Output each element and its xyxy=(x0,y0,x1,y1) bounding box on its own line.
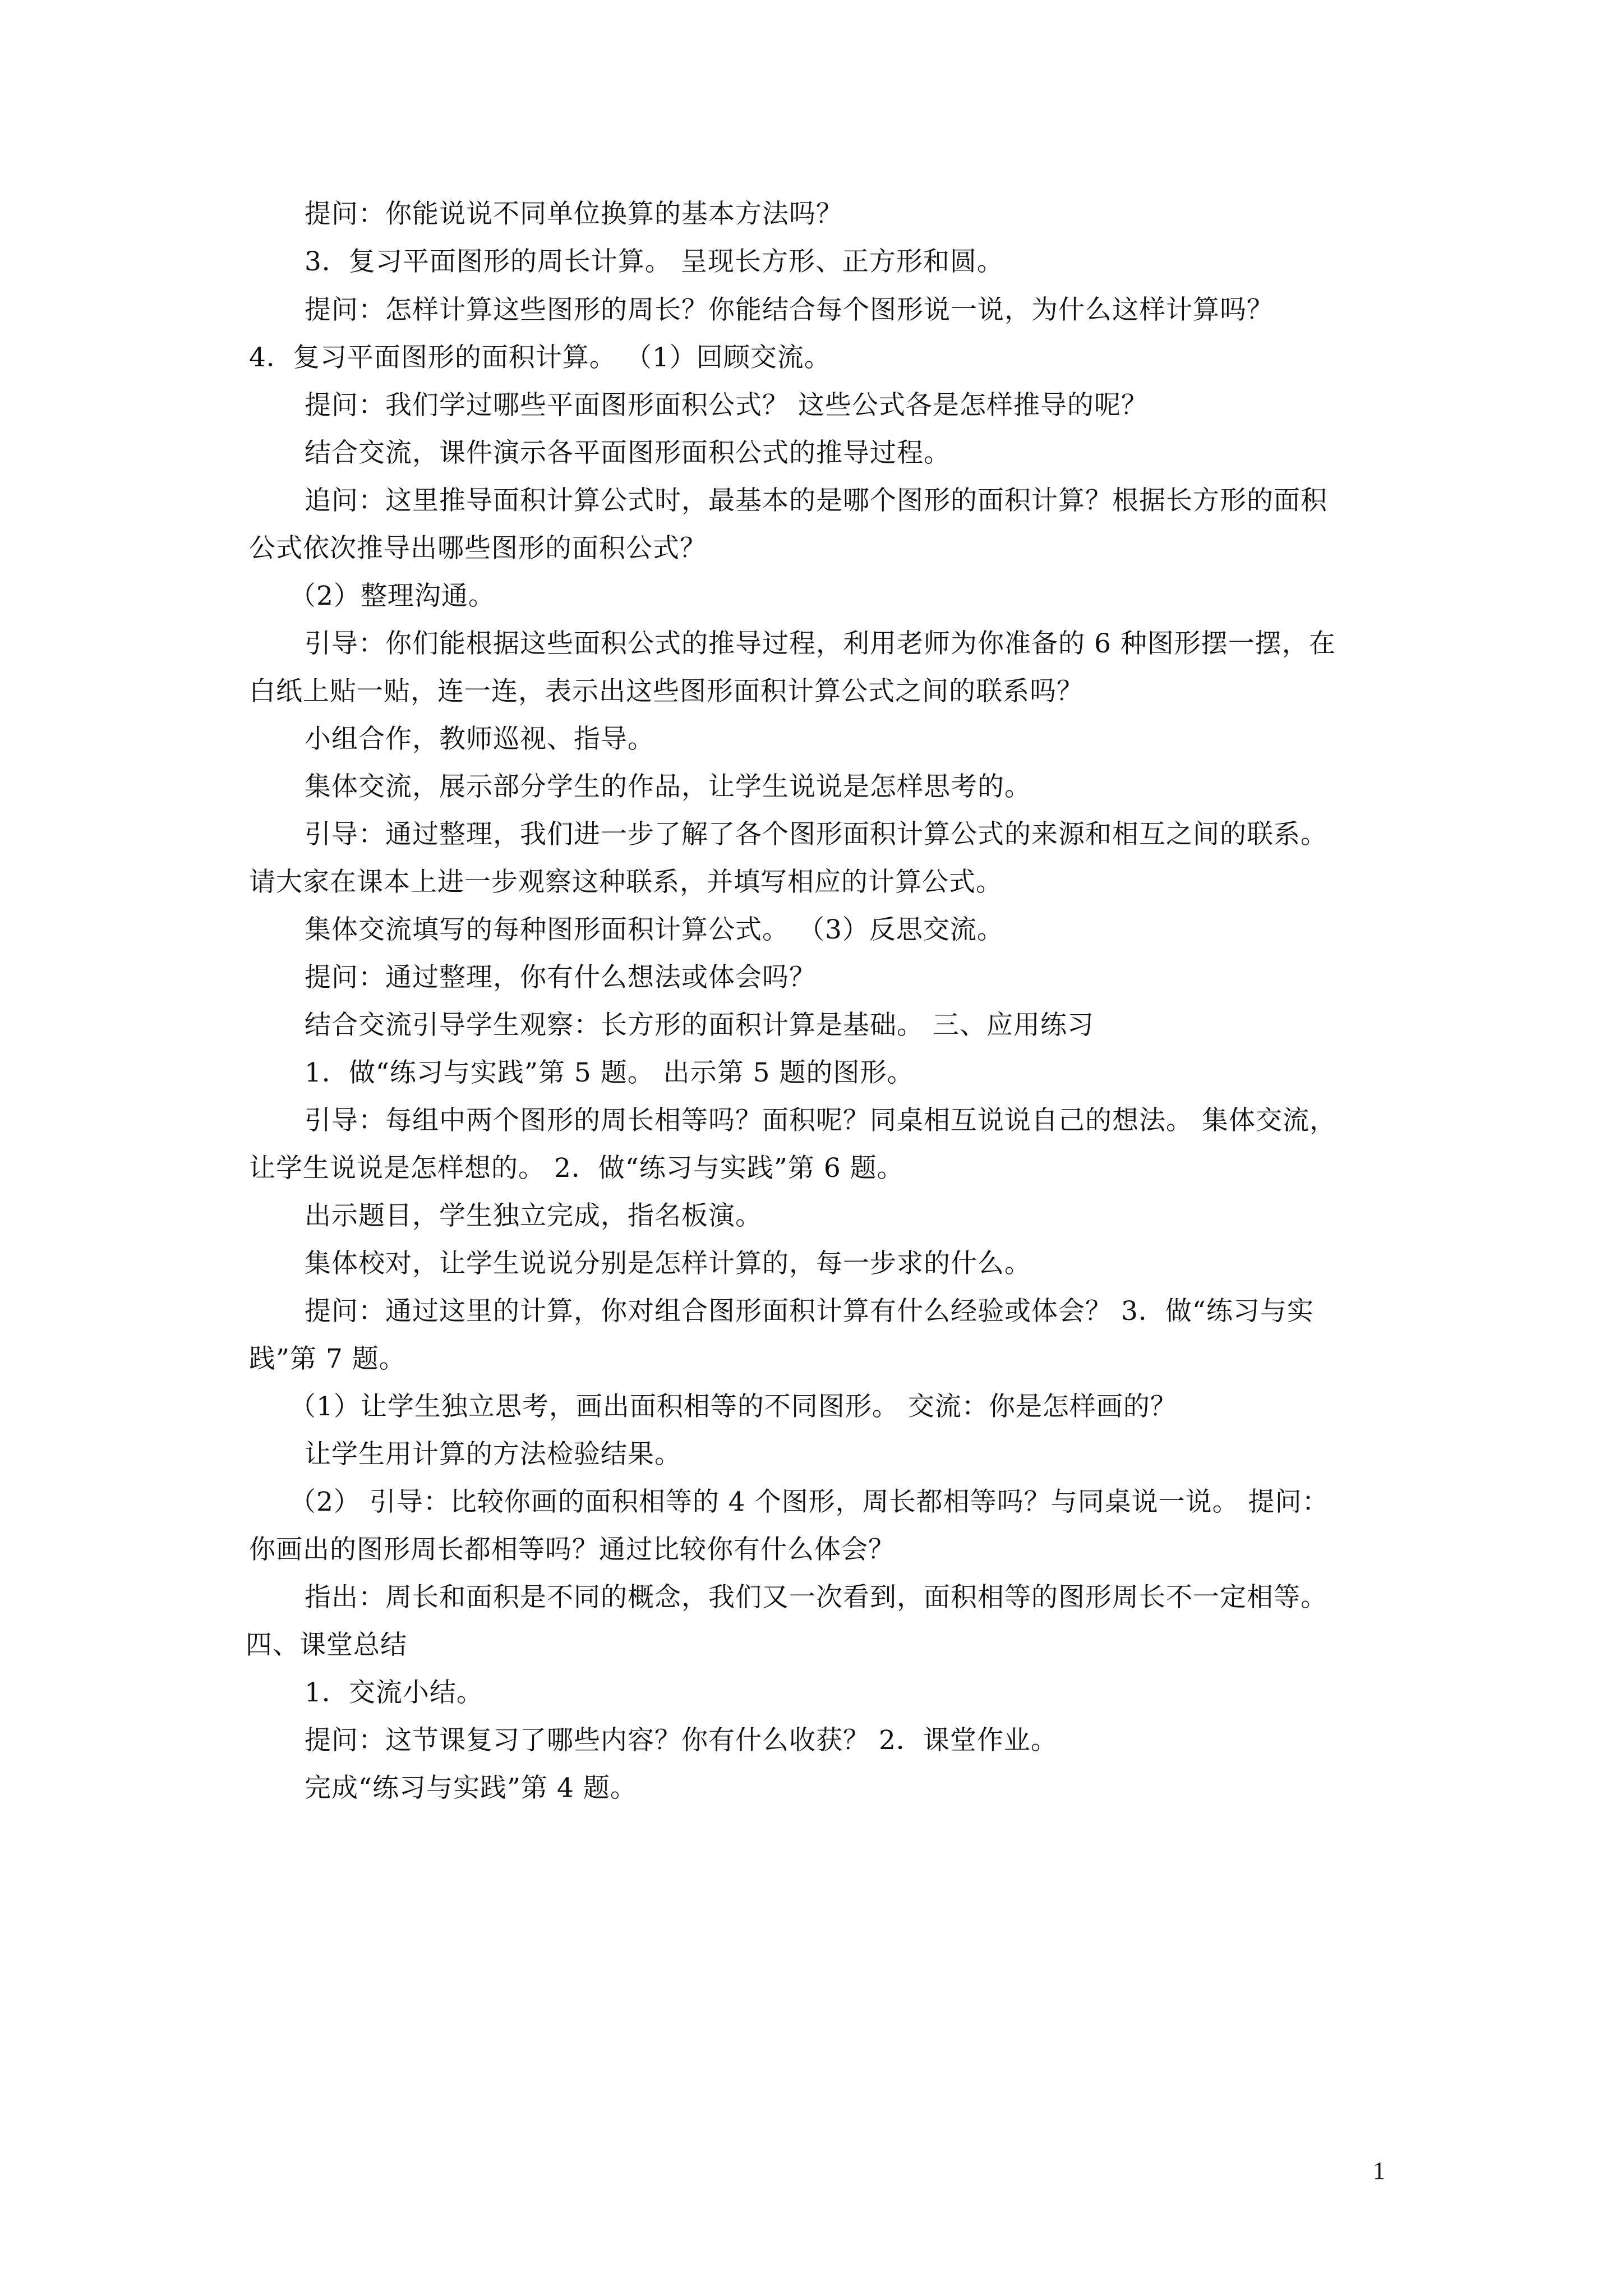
text-line-26: （1）让学生独立思考，画出面积相等的不同图形。 交流：你是怎样画的？ xyxy=(289,1391,1177,1422)
text-line-20: 引导：每组中两个图形的周长相等吗？面积呢？同桌相互说说自己的想法。 集体交流， xyxy=(305,1105,1336,1136)
section-heading: 四、课堂总结 xyxy=(246,1630,407,1660)
text-line-32: 1．交流小结。 xyxy=(305,1677,483,1708)
page-number: 1 xyxy=(1373,2157,1385,2184)
text-line-8: 公式依次推导出哪些图形的面积公式？ xyxy=(249,533,707,564)
text-line-15: 请大家在课本上进一步观察这种联系，并填写相应的计算公式。 xyxy=(249,867,1003,898)
text-line-4: 4．复习平面图形的面积计算。 （1）回顾交流。 xyxy=(249,342,831,373)
text-line-29: 你画出的图形周长都相等吗？通过比较你有什么体会？ xyxy=(249,1534,895,1565)
text-line-23: 集体校对，让学生说说分别是怎样计算的，每一步求的什么。 xyxy=(305,1248,1031,1279)
text-line-24: 提问：通过这里的计算，你对组合图形面积计算有什么经验或体会？ 3．做“练习与实 xyxy=(305,1296,1314,1327)
text-line-2: 3．复习平面图形的周长计算。 呈现长方形、正方形和圆。 xyxy=(305,246,1004,277)
text-line-25: 践”第 7 题。 xyxy=(249,1343,406,1374)
text-line-5: 提问：我们学过哪些平面图形面积公式？ 这些公式各是怎样推导的呢？ xyxy=(305,390,1148,421)
text-line-27: 让学生用计算的方法检验结果。 xyxy=(305,1439,681,1470)
text-line-30: 指出：周长和面积是不同的概念，我们又一次看到，面积相等的图形周长不一定相等。 xyxy=(305,1582,1327,1613)
text-line-14: 引导：通过整理，我们进一步了解了各个图形面积计算公式的来源和相互之间的联系。 xyxy=(305,819,1327,850)
text-line-22: 出示题目，学生独立完成，指名板演。 xyxy=(305,1200,762,1231)
text-line-17: 提问：通过整理，你有什么想法或体会吗？ xyxy=(305,962,816,993)
text-line-28: （2） 引导：比较你画的面积相等的 4 个图形，周长都相等吗？与同桌说一说。 提问： xyxy=(289,1487,1329,1517)
text-line-1: 提问：你能说说不同单位换算的基本方法吗？ xyxy=(305,199,843,229)
text-line-34: 完成“练习与实践”第 4 题。 xyxy=(305,1773,637,1803)
text-line-7: 追问：这里推导面积计算公式时，最基本的是哪个图形的面积计算？根据长方形的面积 xyxy=(305,485,1327,516)
text-line-10: 引导：你们能根据这些面积公式的推导过程，利用老师为你准备的 6 种图形摆一摆，在 xyxy=(305,628,1336,659)
text-line-13: 集体交流，展示部分学生的作品，让学生说说是怎样思考的。 xyxy=(305,771,1031,802)
text-line-11: 白纸上贴一贴，连一连，表示出这些图形面积计算公式之间的联系吗？ xyxy=(249,676,1083,707)
text-line-18: 结合交流引导学生观察：长方形的面积计算是基础。 三、应用练习 xyxy=(305,1010,1094,1041)
text-line-9: （2）整理沟通。 xyxy=(289,581,495,611)
text-line-19: 1．做“练习与实践”第 5 题。 出示第 5 题的图形。 xyxy=(305,1057,914,1088)
text-line-6: 结合交流，课件演示各平面图形面积公式的推导过程。 xyxy=(305,438,951,468)
text-line-21: 让学生说说是怎样想的。 2．做“练习与实践”第 6 题。 xyxy=(249,1153,904,1184)
text-line-33: 提问：这节课复习了哪些内容？你有什么收获？ 2．课堂作业。 xyxy=(305,1725,1058,1756)
text-line-3: 提问：怎样计算这些图形的周长？你能结合每个图形说一说，为什么这样计算吗？ xyxy=(305,295,1274,325)
text-line-12: 小组合作，教师巡视、指导。 xyxy=(305,724,654,754)
text-line-16: 集体交流填写的每种图形面积计算公式。 （3）反思交流。 xyxy=(305,914,1004,945)
